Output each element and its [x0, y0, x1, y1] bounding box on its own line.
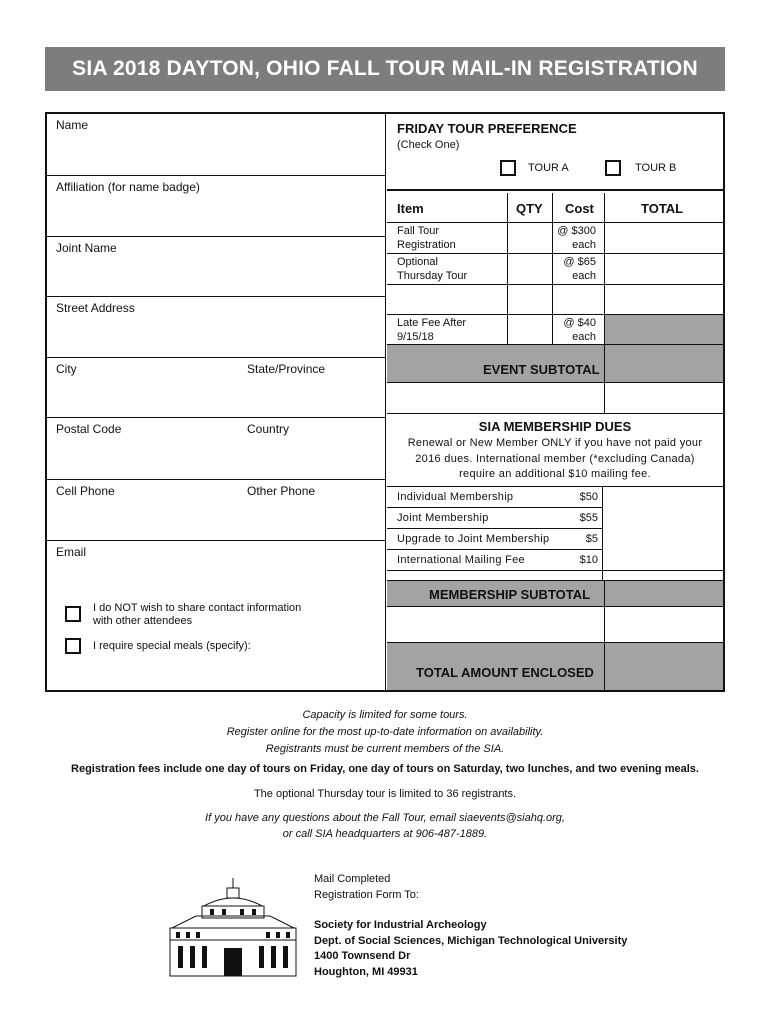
page-title: SIA 2018 DAYTON, OHIO FALL TOUR MAIL-IN REGISTRATION — [45, 47, 725, 91]
membership-option-label: Individual Membership — [397, 491, 514, 503]
membership-option-amount: $50 — [579, 491, 598, 503]
table-row-cost — [553, 223, 605, 254]
registration-form — [45, 112, 725, 692]
special-meals-checkbox[interactable] — [65, 638, 81, 654]
membership-option-label: Joint Membership — [397, 512, 489, 524]
no-share-line-2: with other attendees — [93, 615, 193, 627]
tour-b-label: TOUR B — [635, 162, 677, 174]
special-meals-label: I require special meals (specify): — [93, 640, 251, 652]
row-item-line-2: 9/15/18 — [397, 331, 434, 343]
thursday-note: The optional Thursday tour is limited to 36 registrants. — [253, 788, 517, 800]
row-cost-line-1: @ $65 — [563, 256, 596, 268]
state-label: State/Province — [247, 362, 326, 376]
membership-subtotal-spacer — [387, 607, 605, 643]
total-input[interactable] — [605, 223, 723, 254]
affiliation-field[interactable] — [47, 176, 386, 237]
membership-option-amount: $10 — [579, 554, 598, 566]
total-enclosed-input[interactable] — [605, 643, 723, 690]
row-item-line-1: Late Fee After — [397, 317, 467, 329]
postal-label: Postal Code — [56, 422, 122, 436]
tour-a-label: TOUR A — [528, 162, 569, 174]
affiliation-label: Affiliation (for name badge) — [56, 180, 200, 194]
mailing-city: Houghton, MI 49931 — [314, 965, 418, 978]
tour-b-checkbox[interactable] — [605, 160, 621, 176]
row-cost-line-1: @ $40 — [563, 317, 596, 329]
membership-subtotal-label: MEMBERSHIP SUBTOTAL — [429, 587, 591, 602]
row-cost-line-2: each — [572, 331, 596, 343]
no-share-label — [93, 602, 301, 628]
table-row-item — [387, 223, 508, 254]
event-subtotal-input[interactable] — [605, 383, 723, 414]
col-qty-text: QTY — [516, 201, 543, 216]
event-subtotal-spacer — [387, 383, 605, 414]
table-row-cost — [553, 285, 605, 315]
row-item-line-2: Thursday Tour — [397, 270, 468, 282]
building-illustration-icon — [166, 876, 300, 980]
table-row-cost — [553, 254, 605, 285]
fees-note: Registration fees include one day of tours on Friday, one day of tours on Saturday, two lunches, and two evening meals. — [71, 763, 699, 775]
row-cost-line-2: each — [572, 270, 596, 282]
email-label: Email — [56, 545, 87, 559]
row-item-line-1: Fall Tour — [397, 225, 439, 237]
postal-country-row[interactable] — [47, 418, 386, 480]
name-field[interactable] — [47, 114, 386, 176]
contact-section — [47, 114, 386, 690]
membership-box — [387, 414, 723, 487]
membership-subtotal-input[interactable] — [605, 607, 723, 643]
event-subtotal-label: EVENT SUBTOTAL — [483, 362, 600, 377]
membership-option-label: International Mailing Fee — [397, 554, 525, 566]
row-item-line-2: Registration — [397, 239, 456, 251]
city-state-row[interactable] — [47, 358, 386, 418]
col-total-text: TOTAL — [641, 201, 684, 216]
footer-line-2: Register online for the most up-to-date information on availability. — [226, 726, 544, 738]
event-subtotal-label-cell — [387, 345, 605, 383]
membership-subtotal-label-cell — [387, 581, 605, 607]
questions-note — [0, 810, 770, 842]
row-cost-line-2: each — [572, 239, 596, 251]
membership-spacer — [387, 571, 603, 581]
mailing-dept: Dept. of Social Sciences, Michigan Technological University — [314, 934, 628, 947]
no-share-line-1: I do NOT wish to share contact information — [93, 602, 302, 614]
membership-subtotal-shaded — [605, 581, 723, 607]
membership-spacer-right — [603, 571, 723, 581]
street-address-field[interactable] — [47, 297, 386, 358]
table-row-item — [387, 285, 508, 315]
questions-line-1: If you have any questions about the Fall Tour, email siaevents@siahq.org, — [205, 812, 565, 824]
other-phone-label: Other Phone — [247, 484, 316, 498]
mailing-label-2: Registration Form To: — [314, 888, 419, 901]
membership-total-input[interactable] — [603, 487, 723, 571]
payment-section — [387, 114, 723, 690]
membership-desc-1: Renewal or New Member ONLY if you have not paid your — [407, 437, 703, 449]
col-item-header — [387, 193, 508, 223]
membership-desc-3: require an additional $10 mailing fee. — [459, 468, 651, 480]
street-label: Street Address — [56, 301, 135, 315]
col-item-text: Item — [397, 201, 424, 216]
friday-tour-box — [387, 114, 723, 191]
mailing-street: 1400 Townsend Dr — [314, 950, 411, 962]
total-input[interactable] — [605, 285, 723, 315]
joint-name-label: Joint Name — [56, 241, 117, 255]
email-field[interactable] — [47, 541, 386, 600]
qty-input[interactable] — [508, 285, 553, 315]
total-enclosed-label: TOTAL AMOUNT ENCLOSED — [416, 665, 594, 680]
footer-notes — [0, 707, 770, 758]
membership-heading: SIA MEMBERSHIP DUES — [478, 419, 632, 434]
membership-option[interactable] — [387, 550, 603, 571]
mailing-address — [314, 918, 627, 980]
city-label: City — [56, 362, 77, 376]
phone-row[interactable] — [47, 480, 386, 541]
late-fee-shaded — [605, 315, 723, 345]
total-input[interactable] — [605, 254, 723, 285]
footer-line-1: Capacity is limited for some tours. — [302, 709, 468, 721]
qty-input[interactable] — [508, 315, 553, 345]
col-cost-header — [553, 193, 605, 223]
joint-name-field[interactable] — [47, 237, 386, 297]
membership-option-label: Upgrade to Joint Membership — [397, 533, 550, 545]
col-total-header — [605, 193, 723, 223]
membership-option-amount: $5 — [585, 533, 598, 545]
questions-line-2: or call SIA headquarters at 906-487-1889. — [282, 828, 488, 840]
mailing-org: Society for Industrial Archeology — [314, 919, 487, 931]
name-label: Name — [56, 118, 89, 132]
mailing-label-1: Mail Completed — [314, 873, 391, 885]
table-row-cost — [553, 315, 605, 345]
membership-option[interactable] — [387, 487, 603, 508]
col-cost-text: Cost — [565, 201, 594, 216]
table-row-item — [387, 254, 508, 285]
col-qty-header — [508, 193, 553, 223]
no-share-checkbox[interactable] — [65, 606, 81, 622]
tour-a-checkbox[interactable] — [500, 160, 516, 176]
friday-heading: FRIDAY TOUR PREFERENCE — [397, 121, 577, 136]
check-one-label: (Check One) — [397, 139, 460, 151]
footer-line-3: Registrants must be current members of the SIA. — [265, 743, 505, 755]
membership-option-amount: $55 — [579, 512, 598, 524]
row-item-line-1: Optional — [397, 256, 438, 268]
event-subtotal-shaded — [605, 345, 723, 383]
table-row-item — [387, 315, 508, 345]
membership-desc-2: 2016 dues. International member (*excluding Canada) — [415, 452, 695, 465]
row-cost-line-1: @ $300 — [557, 225, 596, 237]
qty-input[interactable] — [508, 254, 553, 285]
qty-input[interactable] — [508, 223, 553, 254]
country-label: Country — [247, 422, 290, 436]
membership-option[interactable] — [387, 508, 603, 529]
membership-description — [387, 436, 723, 483]
total-enclosed-label-cell — [387, 643, 605, 690]
mailing-label — [314, 872, 419, 903]
cell-phone-label: Cell Phone — [56, 484, 115, 498]
membership-option[interactable] — [387, 529, 603, 550]
